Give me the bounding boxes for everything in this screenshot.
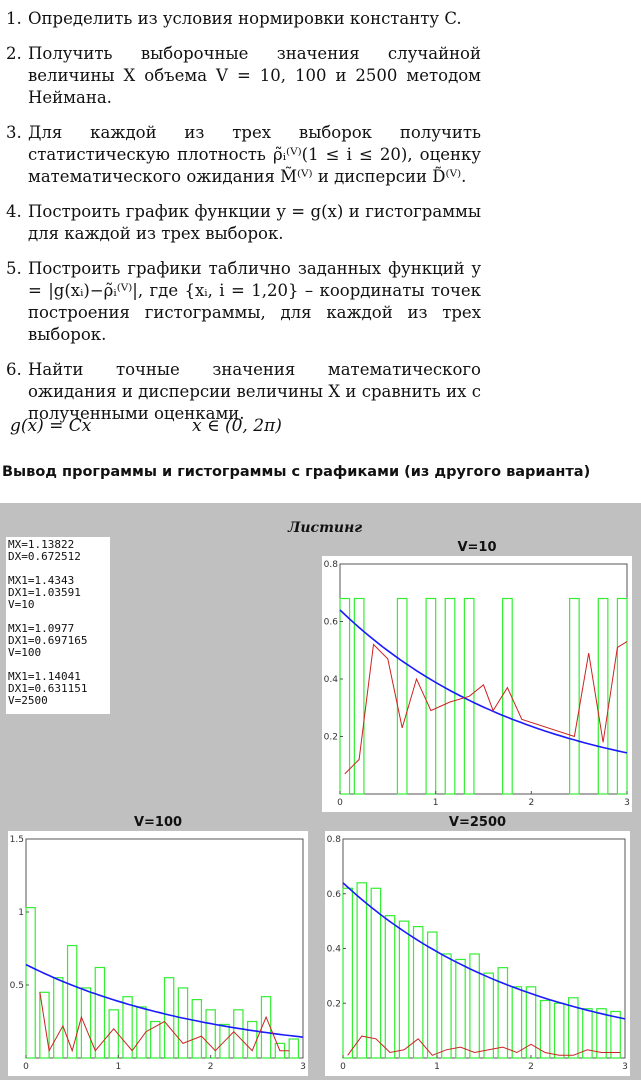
histogram-bar bbox=[570, 599, 580, 795]
task-number: 5. bbox=[6, 259, 22, 278]
histogram-bar bbox=[165, 978, 174, 1058]
x-tick-label: 2 bbox=[528, 798, 535, 808]
task-text: Найти точные значения математического ожидания и дисперсии величины X и сравнить их с полученными оценками. bbox=[28, 360, 481, 423]
output-line: MX1=1.0977 bbox=[8, 622, 75, 635]
output-line: MX1=1.14041 bbox=[8, 670, 81, 683]
task-item bbox=[6, 8, 481, 30]
chart-v100 bbox=[8, 831, 308, 1076]
task-item bbox=[6, 43, 481, 109]
output-line: DX1=1.03591 bbox=[8, 586, 81, 599]
histogram-bar bbox=[540, 1001, 549, 1058]
histogram-bar bbox=[81, 988, 90, 1058]
histogram-bar bbox=[261, 997, 270, 1058]
histogram-bar bbox=[385, 916, 394, 1058]
histogram-bar bbox=[289, 1039, 298, 1058]
density-formula bbox=[10, 416, 282, 436]
task-text: Для каждой из трех выборок получить статистическую плотность ρ̃ᵢ⁽ⱽ⁾(1 ≤ i ≤ 20), оценку математического ожидания M̃⁽ⱽ⁾ и дисперсии D̃⁽ⱽ⁾. bbox=[28, 123, 481, 186]
histogram-bar bbox=[512, 987, 521, 1058]
task-number: 2. bbox=[6, 44, 22, 63]
histogram-bar bbox=[555, 1003, 564, 1058]
task-item bbox=[6, 201, 481, 245]
y-tick-label: 0.8 bbox=[323, 560, 338, 570]
histogram-bar bbox=[26, 908, 35, 1058]
chart-v10 bbox=[322, 556, 632, 812]
x-tick-label: 0 bbox=[23, 1062, 29, 1072]
histogram-bar bbox=[456, 959, 465, 1058]
listing-title: Листинг bbox=[288, 520, 363, 536]
chart-v2500 bbox=[325, 831, 630, 1076]
x-tick-label: 1 bbox=[115, 1062, 122, 1072]
histogram-bar bbox=[206, 1010, 215, 1058]
output-line: V=2500 bbox=[8, 694, 48, 707]
histogram-bar bbox=[234, 1010, 243, 1058]
histogram-bar bbox=[484, 973, 493, 1058]
y-tick-label: 0.4 bbox=[326, 944, 341, 955]
output-line: V=10 bbox=[8, 598, 35, 611]
y-tick-label: 0.5 bbox=[9, 981, 24, 991]
chart-title-v100: V=100 bbox=[133, 815, 183, 830]
output-line: V=100 bbox=[8, 646, 42, 659]
output-line: DX1=0.697165 bbox=[8, 634, 88, 647]
histogram-bar bbox=[399, 921, 408, 1058]
task-text: Получить выборочные значения случайной величины X объема V = 10, 100 и 2500 методом Неймана. bbox=[28, 44, 481, 107]
histogram-bar bbox=[598, 599, 608, 795]
y-tick-label: 1 bbox=[18, 908, 24, 918]
task-list bbox=[6, 8, 481, 438]
x-tick-label: 3 bbox=[622, 1062, 628, 1072]
formula-domain: x ∈ (0, 2π) bbox=[192, 416, 282, 436]
x-tick-label: 2 bbox=[207, 1062, 214, 1072]
program-output bbox=[6, 537, 110, 714]
histogram-bar bbox=[397, 599, 407, 795]
x-tick-label: 3 bbox=[624, 798, 630, 808]
x-tick-label: 0 bbox=[340, 1062, 346, 1072]
task-item bbox=[6, 258, 481, 346]
section-title: Вывод программы и гистограммы с графиками (из другого варианта) bbox=[2, 464, 591, 480]
y-tick-label: 1.5 bbox=[9, 835, 24, 845]
output-line: DX1=0.631151 bbox=[8, 682, 88, 695]
chart-v10-svg bbox=[322, 556, 632, 812]
histogram-bar bbox=[95, 967, 104, 1058]
histogram-bar bbox=[343, 888, 352, 1058]
task-item bbox=[6, 122, 481, 188]
output-line: MX=1.13822 bbox=[8, 538, 75, 551]
histogram-bar bbox=[357, 883, 366, 1058]
histogram-bar bbox=[109, 1010, 118, 1058]
histogram-bar bbox=[178, 988, 187, 1058]
x-tick-label: 3 bbox=[300, 1062, 306, 1072]
y-tick-label: 0.6 bbox=[326, 889, 341, 900]
x-tick-label: 1 bbox=[432, 798, 439, 808]
histogram-bar bbox=[503, 599, 513, 795]
y-tick-label: 0.8 bbox=[326, 835, 341, 845]
histogram-bar bbox=[192, 1000, 201, 1058]
histogram-bar bbox=[526, 987, 535, 1058]
output-line: DX=0.672512 bbox=[8, 550, 81, 563]
histogram-bar bbox=[611, 1011, 620, 1058]
histogram-bar bbox=[445, 599, 455, 795]
task-text: Построить графики таблично заданных функций y = |g(xᵢ)−ρ̃ᵢ⁽ⱽ⁾|, где {xᵢ, i = 1,20} – координаты точек построения гистограммы, для каждой из трех выборок. bbox=[28, 259, 481, 344]
y-tick-label: 0.6 bbox=[323, 617, 338, 628]
histogram-bar bbox=[54, 978, 63, 1058]
histogram-bar bbox=[597, 1009, 606, 1058]
x-tick-label: 1 bbox=[434, 1062, 440, 1072]
task-number: 3. bbox=[6, 123, 22, 142]
chart-v2500-svg bbox=[325, 831, 630, 1076]
task-number: 6. bbox=[6, 360, 22, 379]
y-tick-label: 0.2 bbox=[323, 732, 338, 743]
histogram-bar bbox=[137, 1007, 146, 1058]
y-tick-label: 0.4 bbox=[323, 675, 338, 685]
chart-title-v2500: V=2500 bbox=[448, 815, 507, 830]
chart-title-v10: V=10 bbox=[457, 540, 497, 555]
task-number: 4. bbox=[6, 202, 22, 221]
output-line: MX1=1.4343 bbox=[8, 574, 75, 587]
histogram-bar bbox=[617, 599, 627, 795]
y-tick-label: 0.2 bbox=[326, 999, 341, 1010]
task-text: Определить из условия нормировки константу C. bbox=[28, 9, 462, 28]
task-text: Построить график функции y = g(x) и гистограммы для каждой из трех выборок. bbox=[28, 202, 481, 243]
histogram-bar bbox=[340, 599, 350, 795]
task-number: 1. bbox=[6, 9, 22, 28]
x-tick-label: 2 bbox=[528, 1062, 534, 1072]
histogram-bar bbox=[248, 1022, 257, 1059]
histogram-bar bbox=[442, 954, 451, 1058]
formula-lhs: g(x) = Cx bbox=[10, 416, 92, 436]
x-tick-label: 0 bbox=[337, 798, 343, 808]
histogram-bar bbox=[426, 599, 436, 795]
chart-v100-svg bbox=[8, 831, 308, 1076]
